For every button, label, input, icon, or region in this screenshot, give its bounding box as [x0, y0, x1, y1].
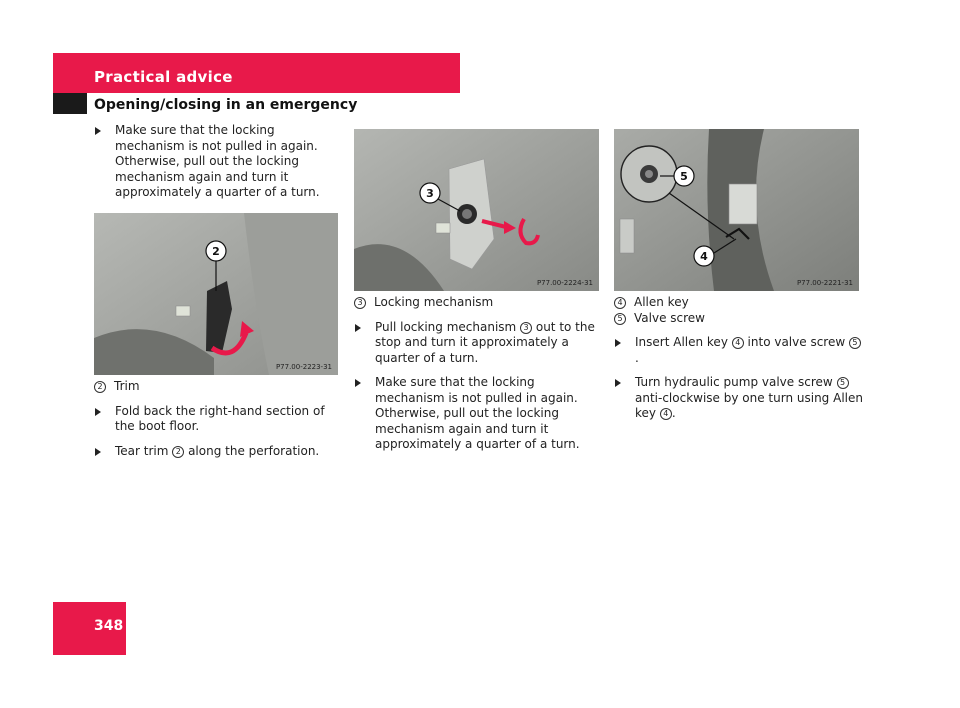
photo-locking-mechanism: [354, 129, 599, 291]
bullet-item: [614, 375, 864, 422]
callout-5: 5: [680, 170, 688, 183]
bullet-text: out to the stop and turn it approximately a quarter of a turn.: [375, 319, 595, 365]
bullet-arrow-icon: [615, 339, 621, 347]
image-code: P77.00-2223-31: [275, 363, 332, 371]
callout-number: 3: [354, 297, 366, 309]
bullet-arrow-icon: [355, 324, 361, 332]
bullet-item: [94, 404, 344, 435]
legend-item: [94, 379, 344, 395]
callout-number: 2: [94, 381, 106, 393]
callout-number: 5: [614, 313, 626, 325]
legend-item: [614, 311, 864, 327]
image-code: P77.00-2224-31: [536, 279, 593, 287]
callout-2: 2: [212, 245, 220, 258]
column-3-body: [614, 295, 864, 431]
photo-valve-screw: [614, 129, 859, 291]
bullet-text: along the perforation.: [184, 443, 320, 458]
bullet-arrow-icon: [95, 408, 101, 416]
callout-number: 3: [520, 322, 532, 334]
bullet-arrow-icon: [355, 379, 361, 387]
photo-trim: [94, 213, 338, 375]
bullet-text: Tear trim: [115, 443, 173, 458]
page-number: 348: [94, 618, 124, 634]
bullet-text: anti-clockwise by one turn using Allen key: [635, 390, 863, 420]
column-1-body: [94, 379, 344, 468]
column-2-body: [354, 295, 599, 462]
bullet-item: [614, 335, 864, 366]
bullet-text: Make sure that the locking mechanism is not pulled in again. Otherwise, pull out the locking mechanism again and turn it approximately a quarter of a turn.: [115, 123, 320, 199]
page-title: Opening/closing in an emergency: [94, 97, 358, 113]
bullet-text: Fold back the right-hand section of the boot floor.: [115, 403, 325, 433]
bullet-arrow-icon: [95, 127, 101, 135]
section-title: Practical advice: [94, 68, 233, 86]
callout-number: 4: [732, 337, 744, 349]
column-1-intro: [94, 123, 344, 210]
legend-item: [354, 295, 599, 311]
legend-label: Trim: [114, 379, 140, 393]
bullet-text: Insert Allen key: [635, 335, 732, 349]
bullet-text: Make sure that the locking mechanism is not pulled in again. Otherwise, pull out the locking mechanism again and turn it approximately a quarter of a turn.: [375, 375, 580, 451]
bullet-item: [354, 375, 599, 453]
callout-number: 5: [849, 337, 861, 349]
bullet-arrow-icon: [615, 379, 621, 387]
bullet-item: [94, 444, 344, 460]
bullet-text: into valve screw: [743, 335, 849, 349]
bullet-text: Pull locking mechanism: [375, 319, 521, 334]
callout-3: 3: [426, 187, 434, 200]
bullet-arrow-icon: [95, 448, 101, 456]
legend-label: Valve screw: [634, 310, 705, 325]
callout-4: 4: [700, 250, 708, 263]
bullet-item: [354, 320, 599, 367]
legend-item: [614, 295, 864, 311]
callout-number: 4: [614, 297, 626, 309]
subsection-marker: [53, 93, 87, 114]
legend-label: Locking mechanism: [374, 295, 494, 309]
legend-label: Allen key: [634, 295, 689, 309]
callout-number: 2: [172, 446, 184, 458]
callout-number: 5: [837, 377, 849, 389]
bullet-text: .: [635, 350, 639, 365]
bullet-text: .: [671, 406, 676, 420]
callout-number: 4: [660, 408, 672, 420]
image-code: P77.00-2221-31: [796, 279, 853, 287]
bullet-item: [94, 123, 344, 201]
bullet-text: Turn hydraulic pump valve screw: [635, 375, 837, 389]
